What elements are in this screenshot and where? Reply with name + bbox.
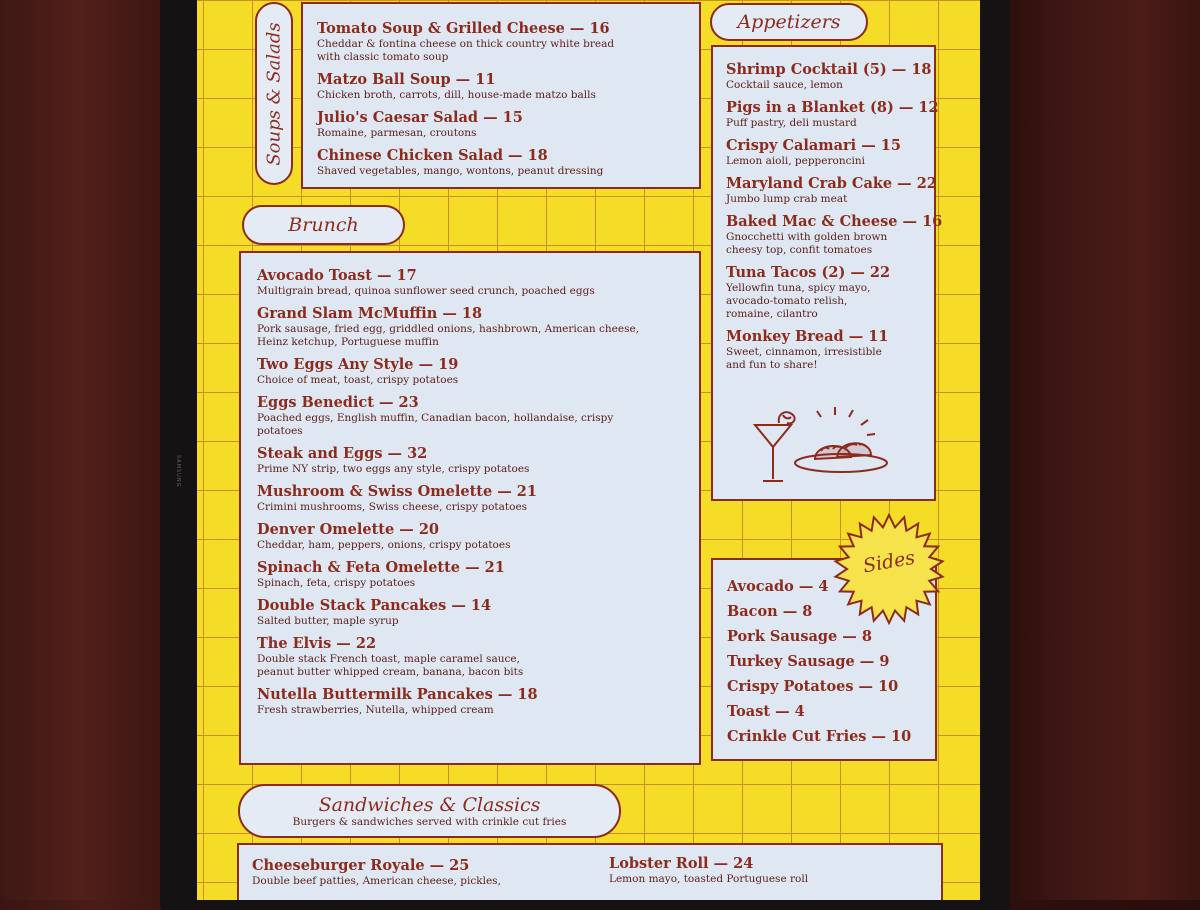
side-item: Toast — 4	[727, 703, 805, 720]
menu-item	[317, 20, 699, 64]
sandwiches-pill	[238, 784, 621, 838]
item-desc: Shaved vegetables, mango, wontons, peanut dressing	[317, 165, 604, 177]
item-title: Pigs in a Blanket (8) — 12	[726, 99, 939, 116]
item-desc: Puff pastry, deli mustard	[726, 117, 857, 129]
item-desc: Pork sausage, fried egg, griddled onions, hashbrown, American cheese, Heinz ketchup, Portuguese muffin	[257, 323, 640, 348]
item-title: Denver Omelette — 20	[257, 521, 440, 538]
item-title: Double Stack Pancakes — 14	[257, 597, 492, 614]
item-title: Shrimp Cocktail (5) — 18	[726, 61, 932, 78]
soups-salads-label	[255, 2, 293, 185]
menu-item	[257, 356, 699, 387]
wall-right	[1000, 0, 1200, 900]
menu-screen	[197, 0, 980, 900]
menu-item	[317, 147, 699, 178]
item-title: Lobster Roll — 24	[609, 855, 754, 872]
sandwiches-subtitle: Burgers & sandwiches served with crinkle cut fries	[292, 816, 567, 828]
side-item: Crinkle Cut Fries — 10	[727, 728, 912, 745]
menu-item	[257, 394, 699, 438]
menu-item	[726, 213, 943, 257]
side-item: Avocado — 4	[727, 578, 829, 595]
menu-item	[317, 109, 699, 140]
item-desc: Crimini mushrooms, Swiss cheese, crispy potatoes	[257, 501, 528, 513]
menu-item	[257, 559, 699, 590]
item-title: Tuna Tacos (2) — 22	[726, 264, 891, 281]
menu-item	[726, 99, 939, 130]
item-title: Nutella Buttermilk Pancakes — 18	[257, 686, 538, 703]
item-title: Steak and Eggs — 32	[257, 445, 428, 462]
bezel-brand-label: SAMSUNG	[175, 455, 181, 488]
wall-left	[0, 0, 175, 900]
item-desc: Lemon aioli, pepperoncini	[726, 155, 865, 167]
item-title: Baked Mac & Cheese — 16	[726, 213, 943, 230]
item-title: Julio's Caesar Salad — 15	[317, 109, 523, 126]
brunch-panel	[239, 251, 701, 765]
item-title: Maryland Crab Cake — 22	[726, 175, 937, 192]
item-desc: Salted butter, maple syrup	[257, 615, 399, 627]
item-desc: Gnocchetti with golden brown cheesy top, confit tomatoes	[726, 231, 888, 256]
item-desc: Poached eggs, English muffin, Canadian bacon, hollandaise, crispy potatoes	[257, 412, 614, 437]
item-desc: Spinach, feta, crispy potatoes	[257, 577, 416, 589]
cocktail-glass-icon	[755, 412, 795, 481]
item-desc: Lemon mayo, toasted Portuguese roll	[609, 873, 809, 885]
item-desc: Chicken broth, carrots, dill, house-made matzo balls	[317, 89, 596, 101]
sides-title: Sides	[861, 546, 917, 578]
appetizers-pill	[710, 3, 868, 41]
side-item: Pork Sausage — 8	[727, 628, 872, 645]
soups-salads-panel	[301, 2, 701, 189]
item-desc: Multigrain bread, quinoa sunflower seed crunch, poached eggs	[257, 285, 595, 297]
item-desc: Fresh strawberries, Nutella, whipped cream	[257, 704, 494, 716]
item-desc: Romaine, parmesan, croutons	[317, 127, 477, 139]
item-title: Matzo Ball Soup — 11	[317, 71, 496, 88]
tacos-plate-icon	[795, 443, 887, 472]
menu-item	[317, 71, 699, 102]
menu-item	[257, 686, 699, 717]
menu-item	[609, 855, 808, 886]
appetizers-panel	[711, 45, 943, 501]
side-item: Crispy Potatoes — 10	[727, 678, 899, 695]
item-desc: Sweet, cinnamon, irresistible and fun to share!	[726, 346, 882, 371]
item-title: The Elvis — 22	[257, 635, 377, 652]
item-title: Monkey Bread — 11	[726, 328, 889, 345]
item-desc: Double beef patties, American cheese, pickles,	[252, 875, 501, 887]
menu-item	[726, 175, 937, 206]
side-item: Bacon — 8	[727, 603, 813, 620]
menu-item	[726, 264, 934, 321]
menu-item	[257, 597, 699, 628]
appetizers-title: Appetizers	[737, 11, 841, 33]
side-item: Turkey Sausage — 9	[727, 653, 890, 670]
soups-salads-title: Soups & Salads	[263, 21, 285, 166]
item-desc: Jumbo lump crab meat	[726, 193, 848, 205]
cocktail-tacos-illustration	[753, 407, 893, 487]
menu-item	[252, 857, 501, 888]
item-title: Crispy Calamari — 15	[726, 137, 901, 154]
item-desc: Double stack French toast, maple caramel sauce, peanut butter whipped cream, banana, bacon bits	[257, 653, 524, 678]
sandwiches-panel	[237, 843, 943, 900]
menu-item	[257, 305, 699, 349]
sandwiches-title: Sandwiches & Classics	[318, 794, 541, 816]
menu-item	[726, 137, 934, 168]
menu-item	[257, 267, 699, 298]
menu-item	[257, 445, 699, 476]
brunch-pill	[242, 205, 405, 245]
menu-item	[257, 521, 699, 552]
item-title: Eggs Benedict — 23	[257, 394, 419, 411]
brunch-title: Brunch	[288, 214, 359, 236]
sparkle-lines-icon	[817, 407, 875, 435]
item-desc: Prime NY strip, two eggs any style, crispy potatoes	[257, 463, 530, 475]
item-title: Avocado Toast — 17	[257, 267, 417, 284]
item-desc: Cocktail sauce, lemon	[726, 79, 843, 91]
item-title: Two Eggs Any Style — 19	[257, 356, 459, 373]
menu-item	[257, 483, 699, 514]
item-desc: Cheddar & fontina cheese on thick country white bread with classic tomato soup	[317, 38, 615, 63]
item-desc: Choice of meat, toast, crispy potatoes	[257, 374, 459, 386]
item-title: Spinach & Feta Omelette — 21	[257, 559, 505, 576]
item-title: Chinese Chicken Salad — 18	[317, 147, 548, 164]
item-title: Grand Slam McMuffin — 18	[257, 305, 483, 322]
menu-item	[726, 61, 934, 92]
item-title: Mushroom & Swiss Omelette — 21	[257, 483, 537, 500]
item-desc: Yellowfin tuna, spicy mayo, avocado-tomato relish, romaine, cilantro	[726, 282, 871, 320]
item-title: Tomato Soup & Grilled Cheese — 16	[317, 20, 610, 37]
menu-item	[726, 328, 934, 372]
menu-item	[257, 635, 699, 679]
item-desc: Cheddar, ham, peppers, onions, crispy potatoes	[257, 539, 511, 551]
item-title: Cheeseburger Royale — 25	[252, 857, 470, 874]
